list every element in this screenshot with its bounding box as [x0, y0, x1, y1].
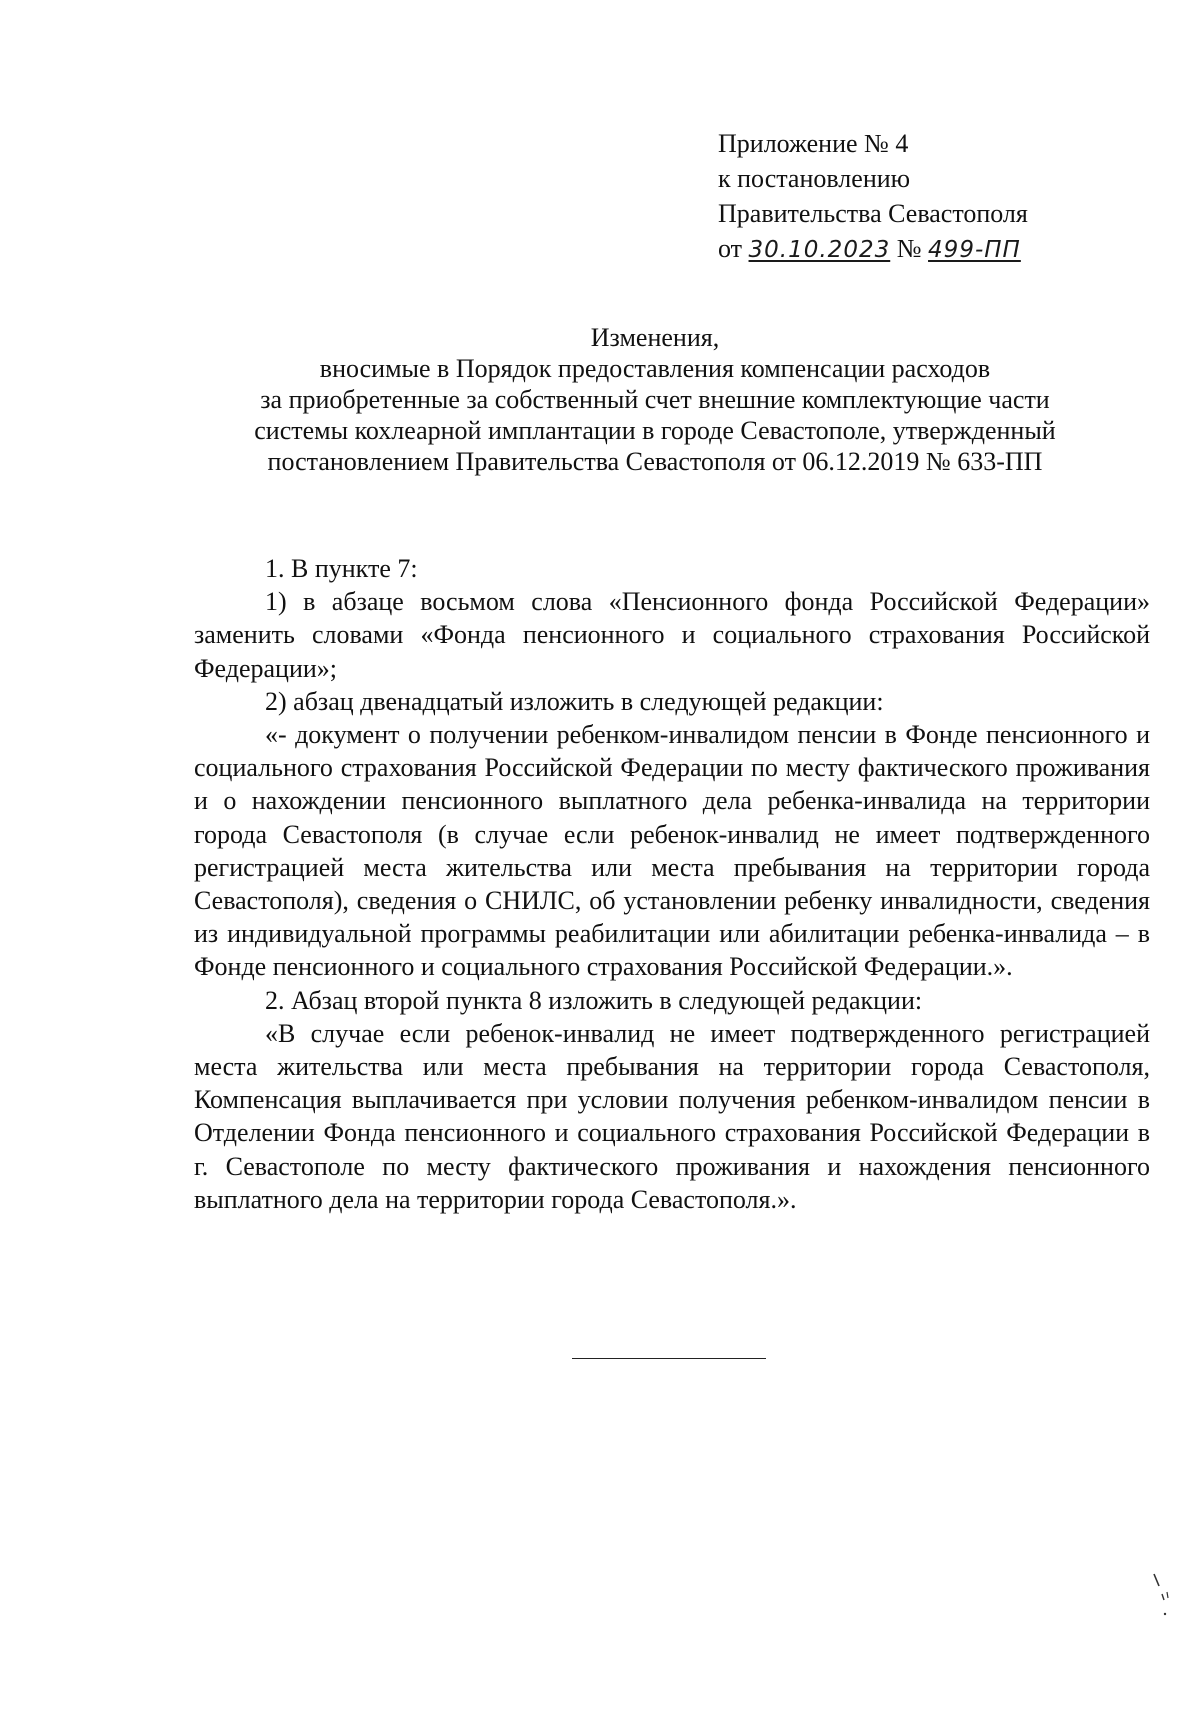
- handwritten-number: 499-ПП: [928, 237, 1021, 263]
- handwritten-date: 30.10.2023: [748, 237, 891, 263]
- appendix-title: Приложение № 4: [718, 129, 909, 158]
- title-line-1: Изменения,: [590, 323, 720, 352]
- paragraph-quoted-text-2: «В случае если ребенок-инвалид не имеет подтвержденного регистрацией места жительства или места пребывания на территории города Севастополя, Компенсация выплачивается при условии получения ребенком-инвалидом пенсии в Отделении Фонда пенсионного и социального страхования Российской Федерации в г. Севастополе по месту фактического проживания и нахождения пенсионного выплатного дела на территории города Севастополя.».: [194, 1018, 1150, 1214]
- date-prefix: от: [718, 234, 749, 263]
- paragraph-subitem-2: 2) абзац двенадцатый изложить в следующей редакции:: [265, 686, 884, 716]
- end-divider-line: [572, 1358, 766, 1359]
- appendix-header: [718, 126, 1028, 268]
- title-line-2: вносимые в Порядок предоставления компенсации расходов: [319, 354, 991, 383]
- appendix-line-to-resolution: к постановлению: [718, 164, 911, 193]
- appendix-line-government: Правительства Севастополя: [718, 199, 1028, 228]
- paragraph-quoted-text-1: «- документ о получении ребенком-инвалидом пенсии в Фонде пенсионного и социального страхования Российской Федерации по месту фактического проживания и о нахождении пенсионного выплатного дела ребенка-инвалида на территории города Севастополя (в случае если ребенок-инвалид не имеет подтвержденного регистрацией места жительства или места пребывания на территории города Севастополя), сведения о СНИЛС, об установлении ребенку инвалидности, сведения из индивидуальной программы реабилитации или абилитации ребенка-инвалида – в Фонде пенсионного и социального страхования Российской Федерации.».: [194, 720, 1150, 982]
- title-line-3: за приобретенные за собственный счет внешние комплектующие части: [260, 385, 1050, 414]
- paragraph-item-1: 1. В пункте 7:: [265, 554, 418, 583]
- scan-artifact-marks: [1150, 1570, 1180, 1630]
- title-line-4: системы кохлеарной имплантации в городе Севастополе, утвержденный: [254, 416, 1056, 445]
- title-line-5: постановлением Правительства Севастополя от 06.12.2019 № 633-ПП: [267, 447, 1043, 476]
- document-title: [180, 322, 1130, 477]
- paragraph-item-2: 2. Абзац второй пункта 8 изложить в следующей редакции:: [265, 985, 923, 1015]
- appendix-date-line: [718, 231, 1028, 268]
- number-prefix: №: [890, 234, 929, 263]
- paragraph-subitem-1: 1) в абзаце восьмом слова «Пенсионного фонда Российской Федерации» заменить словами «Фонда пенсионного и социального страхования Российской Федерации»;: [194, 587, 1150, 683]
- document-body: [194, 552, 1150, 1216]
